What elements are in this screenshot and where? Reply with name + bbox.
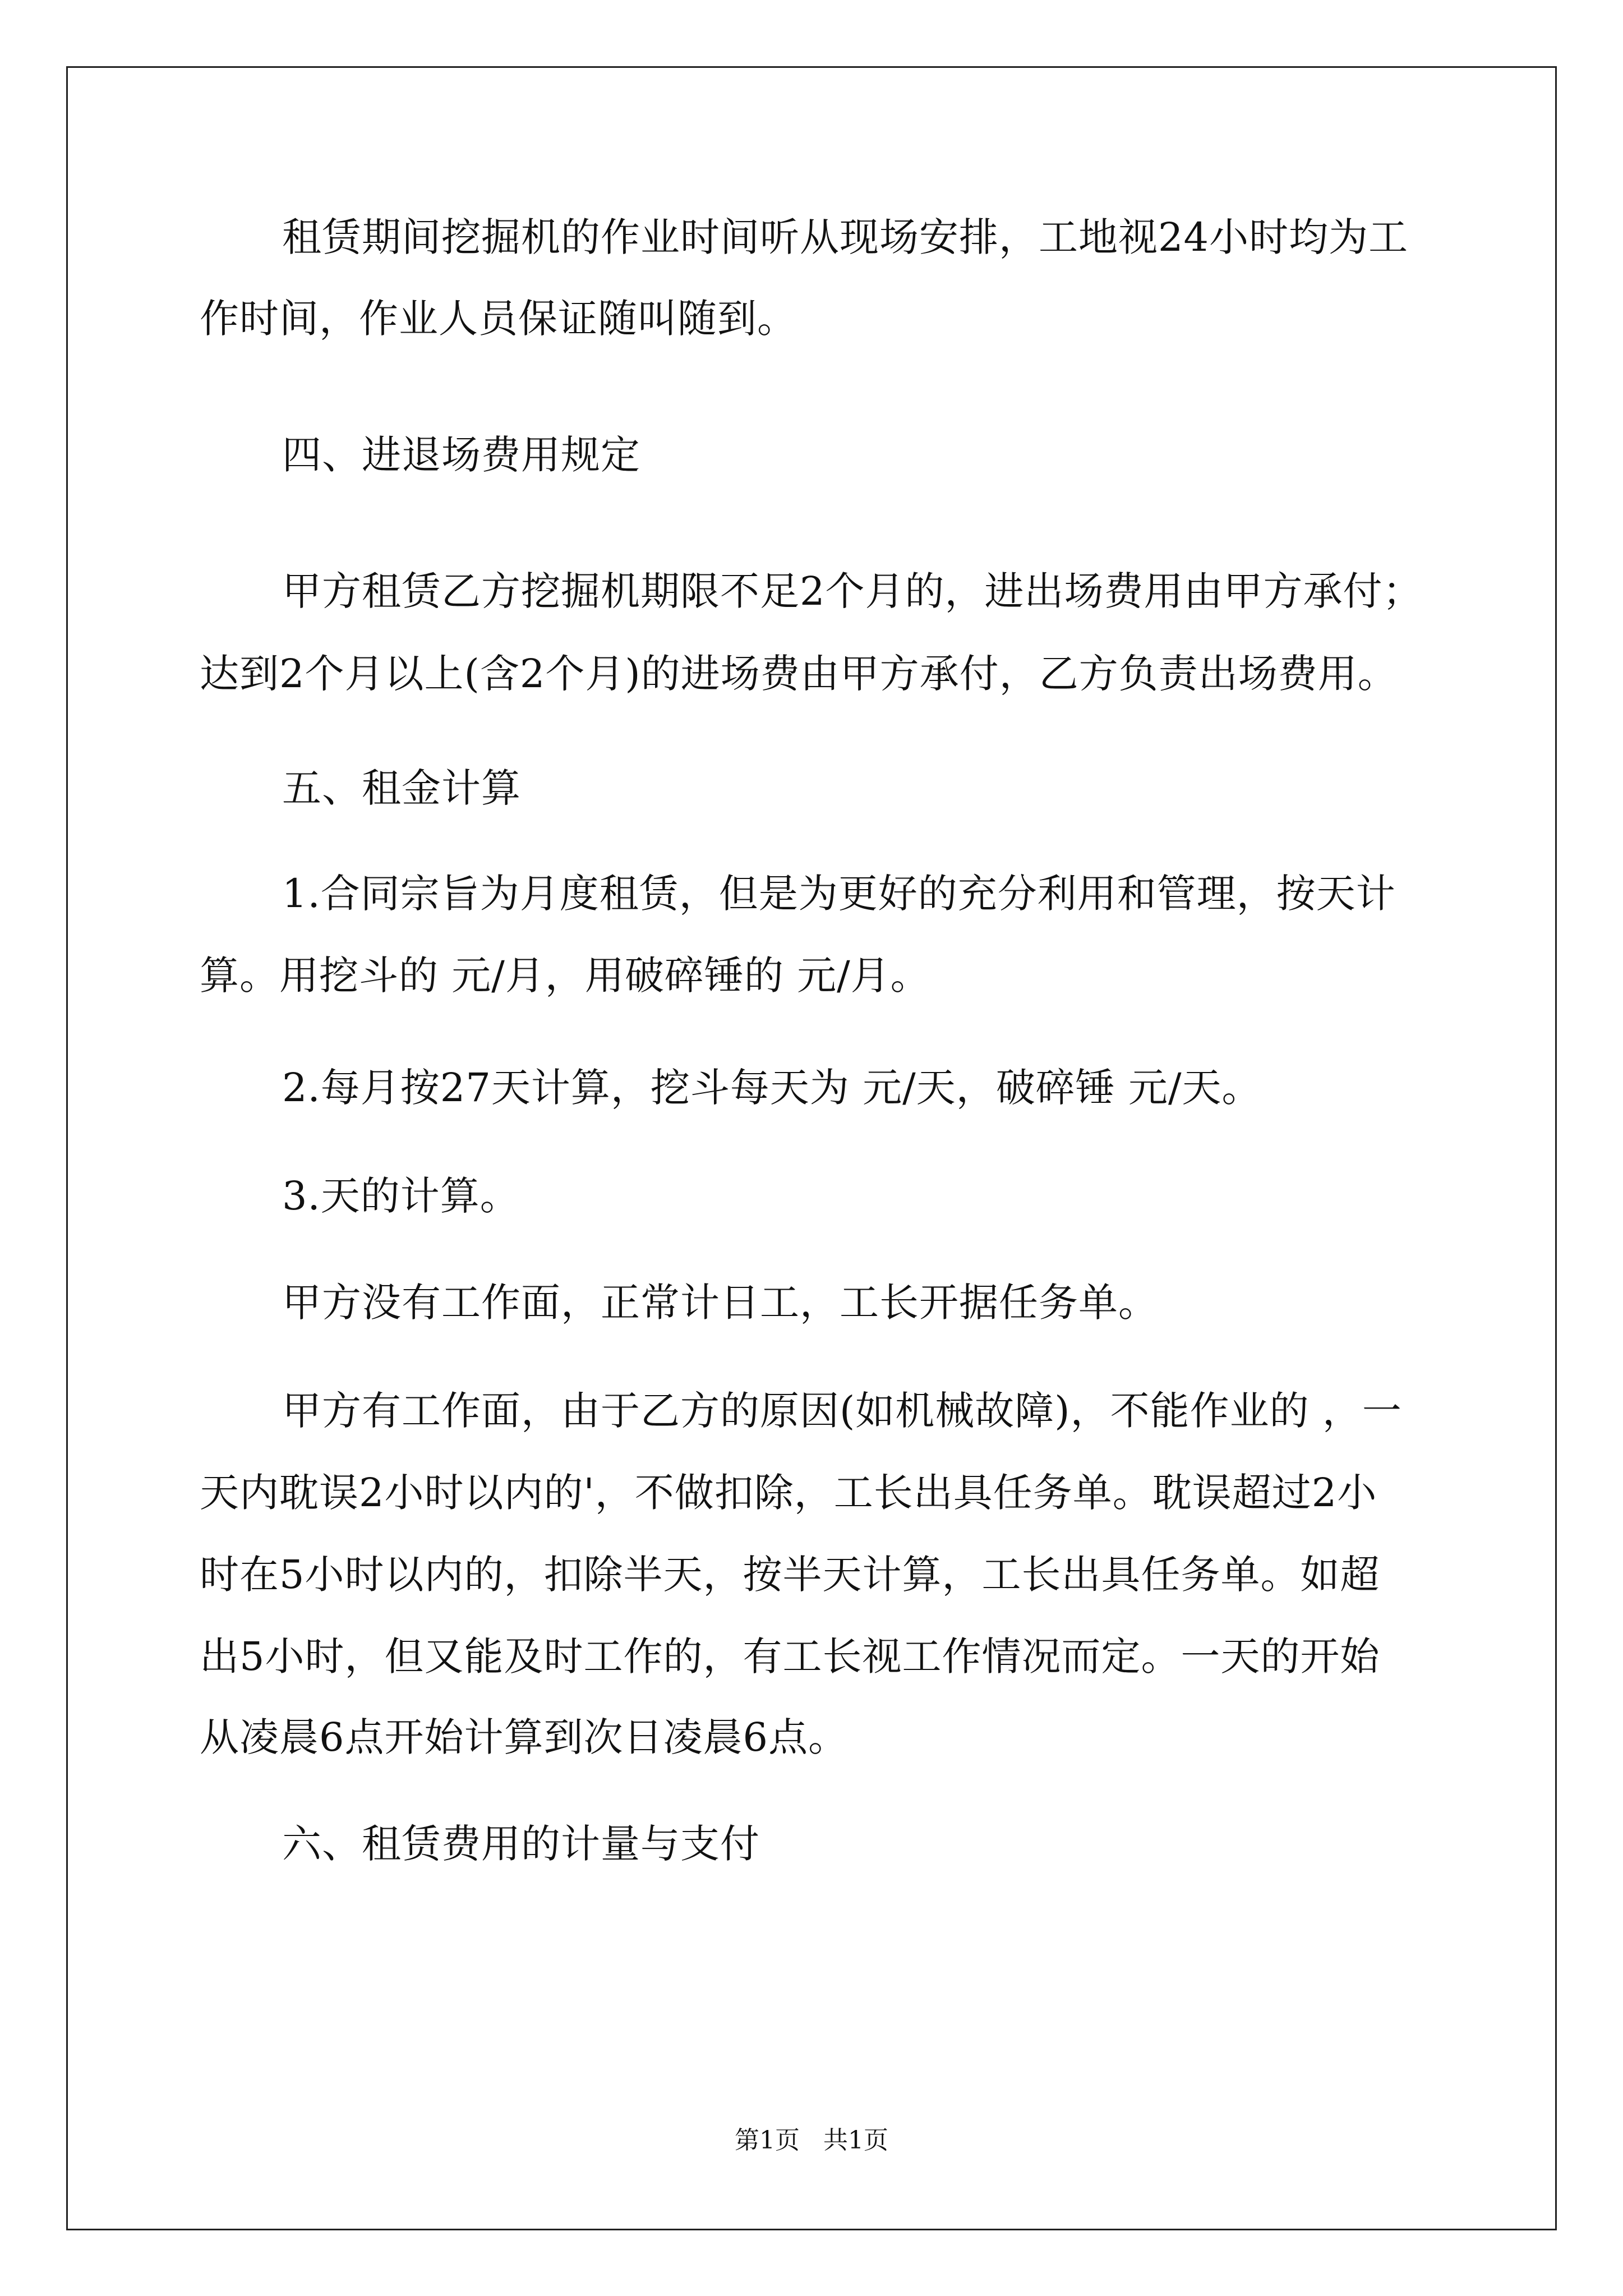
paragraph-line: 作时间，作业人员保证随叫随到。 (200, 296, 797, 342)
paragraph-line: 天内耽误2小时以内的'，不做扣除，工长出具任务单。耽误超过2小 (200, 1470, 1377, 1516)
paragraph-line: 2.每月按27天计算，挖斗每天为 元/天，破碎锤 元/天。 (282, 1065, 1262, 1111)
paragraph-line: 从凌晨6点开始计算到次日凌晨6点。 (200, 1714, 849, 1760)
paragraph-line: 租赁期间挖掘机的作业时间听从现场安排，工地视24小时均为工 (282, 214, 1409, 260)
paragraph-line: 出5小时，但又能及时工作的，有工长视工作情况而定。一天的开始 (200, 1634, 1380, 1680)
paragraph-line: 达到2个月以上(含2个月)的进场费由甲方承付，乙方负责出场费用。 (200, 651, 1398, 697)
section-heading: 五、租金计算 (282, 765, 521, 811)
paragraph-line: 1.合同宗旨为月度租赁，但是为更好的充分利用和管理，按天计 (282, 871, 1396, 917)
paragraph-line: 算。用挖斗的 元/月，用破碎锤的 元/月。 (200, 953, 930, 999)
paragraph-line: 甲方有工作面，由于乙方的原因(如机械故障)，不能作业的 ，一 (282, 1388, 1402, 1434)
section-heading: 六、租赁费用的计量与支付 (282, 1821, 760, 1867)
paragraph-line: 甲方没有工作面，正常计日工，工长开据任务单。 (282, 1280, 1158, 1326)
page-border (66, 66, 1557, 2230)
paragraph-line: 甲方租赁乙方挖掘机期限不足2个月的，进出场费用由甲方承付； (282, 568, 1423, 614)
section-heading: 四、进退场费用规定 (282, 432, 640, 478)
page-footer: 第1页 共1页 (735, 2126, 888, 2155)
paragraph-line: 时在5小时以内的，扣除半天，按半天计算，工长出具任务单。如超 (200, 1552, 1380, 1598)
paragraph-line: 3.天的计算。 (282, 1173, 520, 1219)
